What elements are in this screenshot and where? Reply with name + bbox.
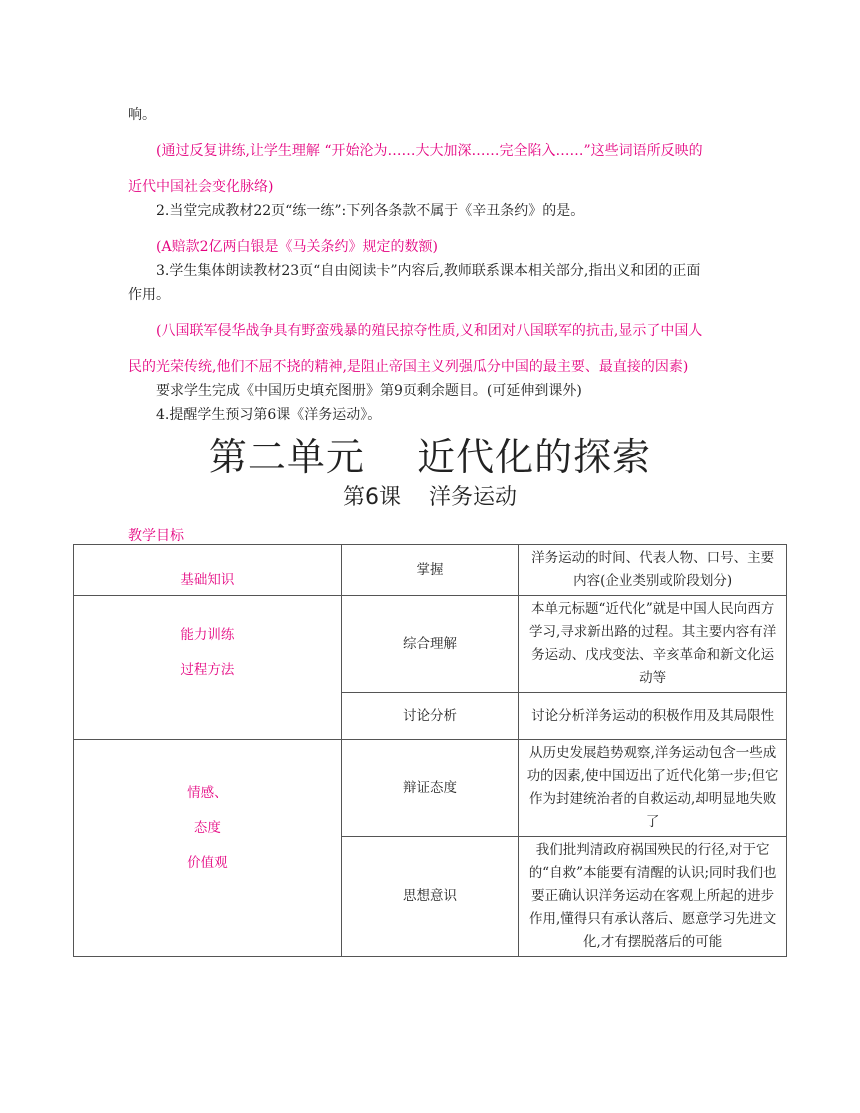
answer-note-2: (A赔款2亿两白银是《马关条约》规定的数额) xyxy=(156,239,438,255)
category-cell xyxy=(74,545,342,596)
description-cell: 本单元标题“近代化”就是中国人民向西方学习,寻求新出路的过程。其主要内容有洋务运动、戊戌变法、辛亥革命和新文化运动等 xyxy=(519,596,787,693)
category-cell xyxy=(74,740,342,957)
subcategory-cell: 掌握 xyxy=(341,545,518,596)
subcategory-cell: 综合理解 xyxy=(341,596,518,693)
answer-note-1: (通过反复讲练,让学生理解 “开始沦为……大大加深……完全陷入……”这些词语所反映的 xyxy=(156,143,703,159)
category-label: 能力训练 xyxy=(180,626,235,643)
category-label: 价值观 xyxy=(187,854,228,871)
category-label: 情感、 xyxy=(187,784,228,801)
category-label: 态度 xyxy=(193,819,221,836)
exercise-2: 2.当堂完成教材22页“练一练”:下列各条款不属于《辛丑条约》的是。 xyxy=(156,203,585,219)
category-label: 基础知识 xyxy=(180,571,235,588)
subcategory-cell: 思想意识 xyxy=(341,837,518,957)
description-cell: 讨论分析洋务运动的积极作用及其局限性 xyxy=(519,693,787,740)
description-cell: 我们批判清政府祸国殃民的行径,对于它的“自救”本能要有清醒的认识;同时我们也要正确认识洋务运动在客观上所起的进步作用,懂得只有承认落后、愿意学习先进文化,才有摆脱落后的可能 xyxy=(519,837,787,957)
description-cell: 从历史发展趋势观察,洋务运动包含一些成功的因素,使中国迈出了近代化第一步;但它作为封建统治者的自救运动,却明显地失败了 xyxy=(519,740,787,837)
teaching-goals-table xyxy=(73,544,787,957)
table-row xyxy=(74,740,787,837)
answer-note-1-cont: 近代中国社会变化脉络) xyxy=(128,179,274,195)
exercise-3-cont: 作用。 xyxy=(128,287,170,303)
answer-note-3-cont: 民的光荣传统,他们不屈不挠的精神,是阻止帝国主义列强瓜分中国的最主要、最直接的因素) xyxy=(128,359,689,375)
description-cell: 洋务运动的时间、代表人物、口号、主要内容(企业类别或阶段划分) xyxy=(519,545,787,596)
table-row xyxy=(74,596,787,693)
category-label: 过程方法 xyxy=(180,661,235,678)
paragraph-continuation: 响。 xyxy=(128,107,156,123)
exercise-3: 3.学生集体朗读教材23页“自由阅读卡”内容后,教师联系课本相关部分,指出义和团的正面 xyxy=(156,263,701,279)
teaching-goals-label: 教学目标 xyxy=(128,528,184,544)
exercise-4: 4.提醒学生预习第6课《洋务运动》。 xyxy=(156,407,382,423)
subcategory-cell: 辩证态度 xyxy=(341,740,518,837)
table-row xyxy=(74,545,787,596)
homework-line: 要求学生完成《中国历史填充图册》第9页剩余题目。(可延伸到课外) xyxy=(156,383,582,399)
category-cell xyxy=(74,596,342,740)
subcategory-cell: 讨论分析 xyxy=(341,693,518,740)
unit-title: 第二单元 近代化的探索 xyxy=(208,435,652,479)
answer-note-3: (八国联军侵华战争具有野蛮残暴的殖民掠夺性质,义和团对八国联军的抗击,显示了中国人 xyxy=(156,323,703,339)
lesson-title: 第6课 洋务运动 xyxy=(343,485,517,510)
